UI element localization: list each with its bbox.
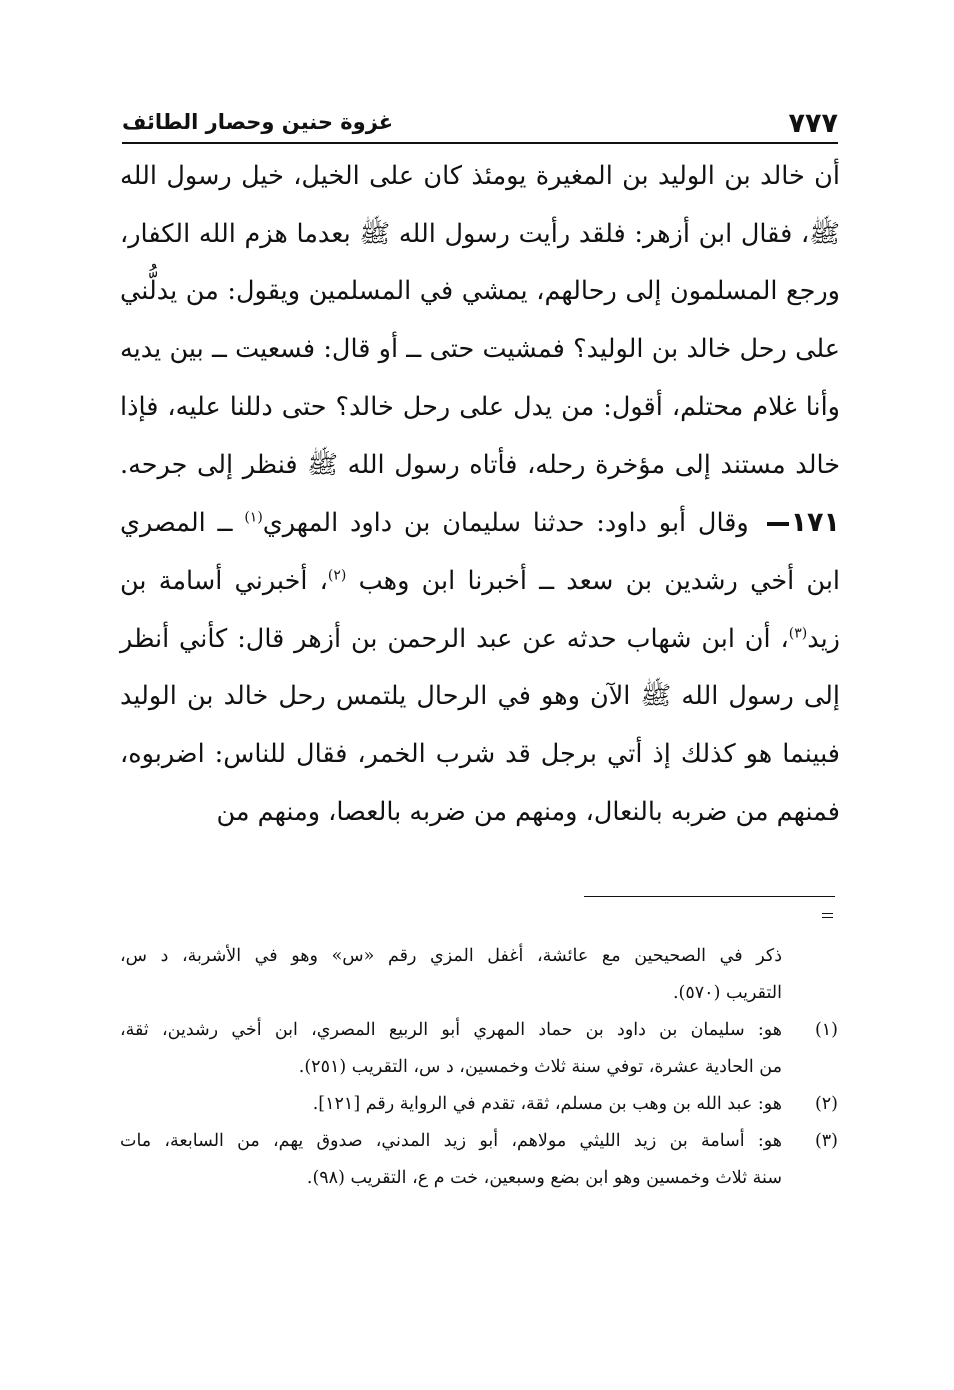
- footnote-ref-2: (٢): [327, 567, 347, 584]
- hadith-number: ١٧١: [761, 507, 840, 538]
- footnote-number: (٣): [814, 1131, 838, 1151]
- paragraph-hadith-171: [120, 494, 840, 841]
- hadith-text-part-b: ــ المصري ابن أخي رشدين بن سعد ــ أخبرنا ابن وهب: [120, 508, 840, 596]
- footnote-ref-3: (٣): [788, 625, 808, 642]
- page-header: [122, 108, 838, 144]
- footnote-number: (١): [814, 1020, 838, 1040]
- paragraph-1: أن خالد بن الوليد بن المغيرة يومئذ كان على الخيل، خيل رسول الله ﷺ، فقال ابن أزهر: فلقد رأيت رسول الله ﷺ بعدما هزم الله الكفار، ورجع المسلمون إلى رحالهم، يمشي في المسلمين ويقول: من يدلُّني على رحل خالد بن الوليد؟ فمشيت حتى ــ أو قال: فسعيت ــ بين يديه وأنا غلام محتلم، أقول: من يدل على رحل خالد؟ حتى دللنا عليه، فإذا خالد مستند إلى مؤخرة رحله، فأتاه رسول الله ﷺ فنظر إلى جرحه.: [120, 161, 840, 480]
- main-text: [120, 148, 840, 841]
- footnote-continued: ذكر في الصحيحين مع عائشة، أغفل المزي رقم «س» وهو في الأشربة، د س، التقريب (٥٧٠).: [120, 946, 782, 1003]
- footnote-1: (١) هو: سليمان بن داود بن حماد المهري أبو الربيع المصري، ابن أخي رشدين، ثقة، من الحادية عشرة، توفي سنة ثلاث وخمسين، د س، التقريب (٢٥١).: [120, 1012, 838, 1086]
- page-number: ٧٧٧: [788, 108, 838, 139]
- hadith-text-part-d: ، أن ابن شهاب حدثه عن عبد الرحمن بن أزهر قال: كأني أنظر إلى رسول الله ﷺ الآن وهو في الرحال يلتمس رحل خالد بن الوليد فبينما هو كذلك إذ أتي برجل قد شرب الخمر، فقال للناس: اضربوه، فمنهم من ضربه بالنعال، ومنهم من ضربه بالعصا، ومنهم من: [120, 623, 840, 827]
- hadith-text-part-a: وقال أبو داود: حدثنا سليمان بن داود المهري: [262, 508, 749, 539]
- hadith-text-part-c: ، أخبرني أسامة بن زيد: [120, 565, 840, 654]
- footnotes: [120, 938, 838, 1197]
- footnote-separator: [584, 896, 835, 897]
- hadith-dash: [767, 522, 789, 526]
- footnote-3: (٣) هو: أسامة بن زيد الليثي مولاهم، أبو زيد المدني، صدوق يهم، من السابعة، مات سنة ثلاث وخمسين وهو ابن بضع وسبعين، خت م ع، التقريب (٩٨).: [120, 1123, 838, 1197]
- footnote-number: (٢): [814, 1094, 838, 1114]
- footnote-continuation-mark: [822, 913, 833, 918]
- footnote-ref-1: (١): [244, 509, 263, 526]
- running-title: غزوة حنين وحصار الطائف: [122, 110, 394, 134]
- footnote-2: (٢) هو: عبد الله بن وهب بن مسلم، ثقة، تقدم في الرواية رقم [١٢١].: [120, 1086, 838, 1123]
